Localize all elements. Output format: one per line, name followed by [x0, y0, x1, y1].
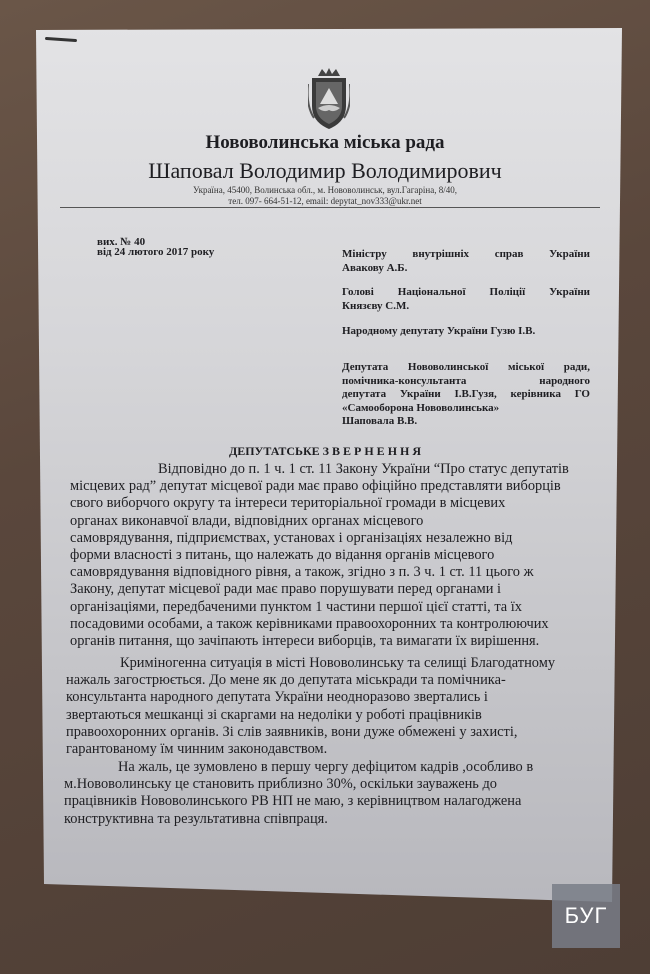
person-name: Шаповал Володимир Володимирович	[148, 158, 502, 183]
recipient-line: Народному депутату України Гузю І.В.	[342, 325, 536, 337]
paragraph-2	[66, 655, 591, 758]
recipient-line: Депутата Нововолинської міської ради,	[342, 361, 590, 373]
text-line: м.Нововолинську це становить приблизно 30%, оскільки зауважень до	[64, 776, 497, 793]
text-line: консультанта народного депутата України неодноразово звертались і	[66, 689, 488, 706]
appeal-heading: ДЕПУТАТСЬКЕ З В Е Р Н Е Н Н Я	[228, 444, 422, 458]
recipient-line: помічника-консультанта народного	[342, 374, 590, 387]
text-line: Криміногенна ситуація в місті Нововолинську та селищі Благодатному	[120, 655, 556, 671]
recipient-line: Голові Національної Поліції України	[342, 286, 590, 298]
coat-of-arms-emblem	[308, 66, 350, 132]
text-line: Відповідно до п. 1 ч. 1 ст. 11 Закону України “Про статус депутатів	[158, 461, 569, 477]
text-line: звертаються мешканці зі скаргами на недоліки у роботі працівників	[66, 706, 482, 723]
text-line: органів питання, що зачіпають інтереси виборців, та вимагати їх вирішення.	[70, 633, 540, 650]
text-line: свого виборчого округу та інтереси територіальної громади в місцевих	[70, 495, 506, 512]
text-line: Закону, депутат місцевої ради має право порушувати перед органами і	[70, 581, 502, 598]
text-line: правоохоронних органів. Зі слів заявників, вони дуже обмежені у захисті,	[66, 723, 518, 740]
outgoing-number: вих. № 40	[97, 236, 146, 248]
paragraph-3	[64, 759, 589, 828]
text-line: самоврядування відповідного рівня, а також, згідно з п. 3 ч. 1 ст. 11 цього ж	[70, 564, 534, 581]
letter-date: від 24 лютого 2017 року	[97, 246, 215, 258]
recipient-block	[342, 361, 590, 429]
header-divider	[60, 207, 600, 208]
text-line: гарантованому їм чинним законодавством.	[66, 741, 328, 758]
recipient-line: Шаповала В.В.	[342, 415, 418, 427]
recipient-line: Міністру внутрішніх справ України	[342, 248, 590, 260]
recipient-block	[342, 325, 590, 339]
text-line: посадовими особами, а також керівниками правоохоронних та контролюючих	[70, 615, 549, 632]
organization-title: Нововолинська міська рада	[205, 132, 445, 153]
text-line: конструктивна та результативна співпраця.	[64, 810, 328, 827]
address-line: Україна, 45400, Волинська обл., м. Нововолинськ, вул.Гагаріна, 8/40,	[192, 185, 457, 195]
recipient-line: «Самооборона Нововолинська»	[342, 401, 500, 414]
recipient-block	[342, 286, 590, 313]
contact-line: тел. 097- 664-51-12, email: depytat_nov333@ukr.net	[228, 196, 422, 206]
text-line: працівників Нововолинського РВ НП не маю, з керівництвом налагоджена	[64, 793, 522, 810]
recipient-line: Князєву С.М.	[342, 299, 410, 312]
paragraph-1	[70, 461, 595, 650]
recipient-line: Авакову А.Б.	[342, 261, 408, 274]
text-line: форми власності з питань, що належать до відання органів місцевого	[70, 547, 495, 564]
text-line: самоврядування, підприємствах, установах і організаціях незалежно від	[70, 529, 513, 546]
text-line: органах виконавчої влади, відповідних органах місцевого	[70, 512, 424, 529]
text-line: На жаль, це зумовлено в першу чергу дефіцитом кадрів ,особливо в	[118, 759, 534, 775]
recipient-block	[342, 248, 590, 275]
text-line: організаціями, передбаченими пунктом 1 частини першої цієї статті, та їх	[70, 598, 522, 615]
text-line: місцевих рад” депутат місцевої ради має право офіційно представляти виборців	[70, 478, 561, 495]
watermark-logo: БУГ	[552, 884, 620, 948]
recipient-line: депутата України І.В.Гузя, керівника ГО	[342, 388, 590, 400]
text-line: нажаль загострюється. До мене як до депутата міськради та помічника-	[66, 672, 506, 689]
